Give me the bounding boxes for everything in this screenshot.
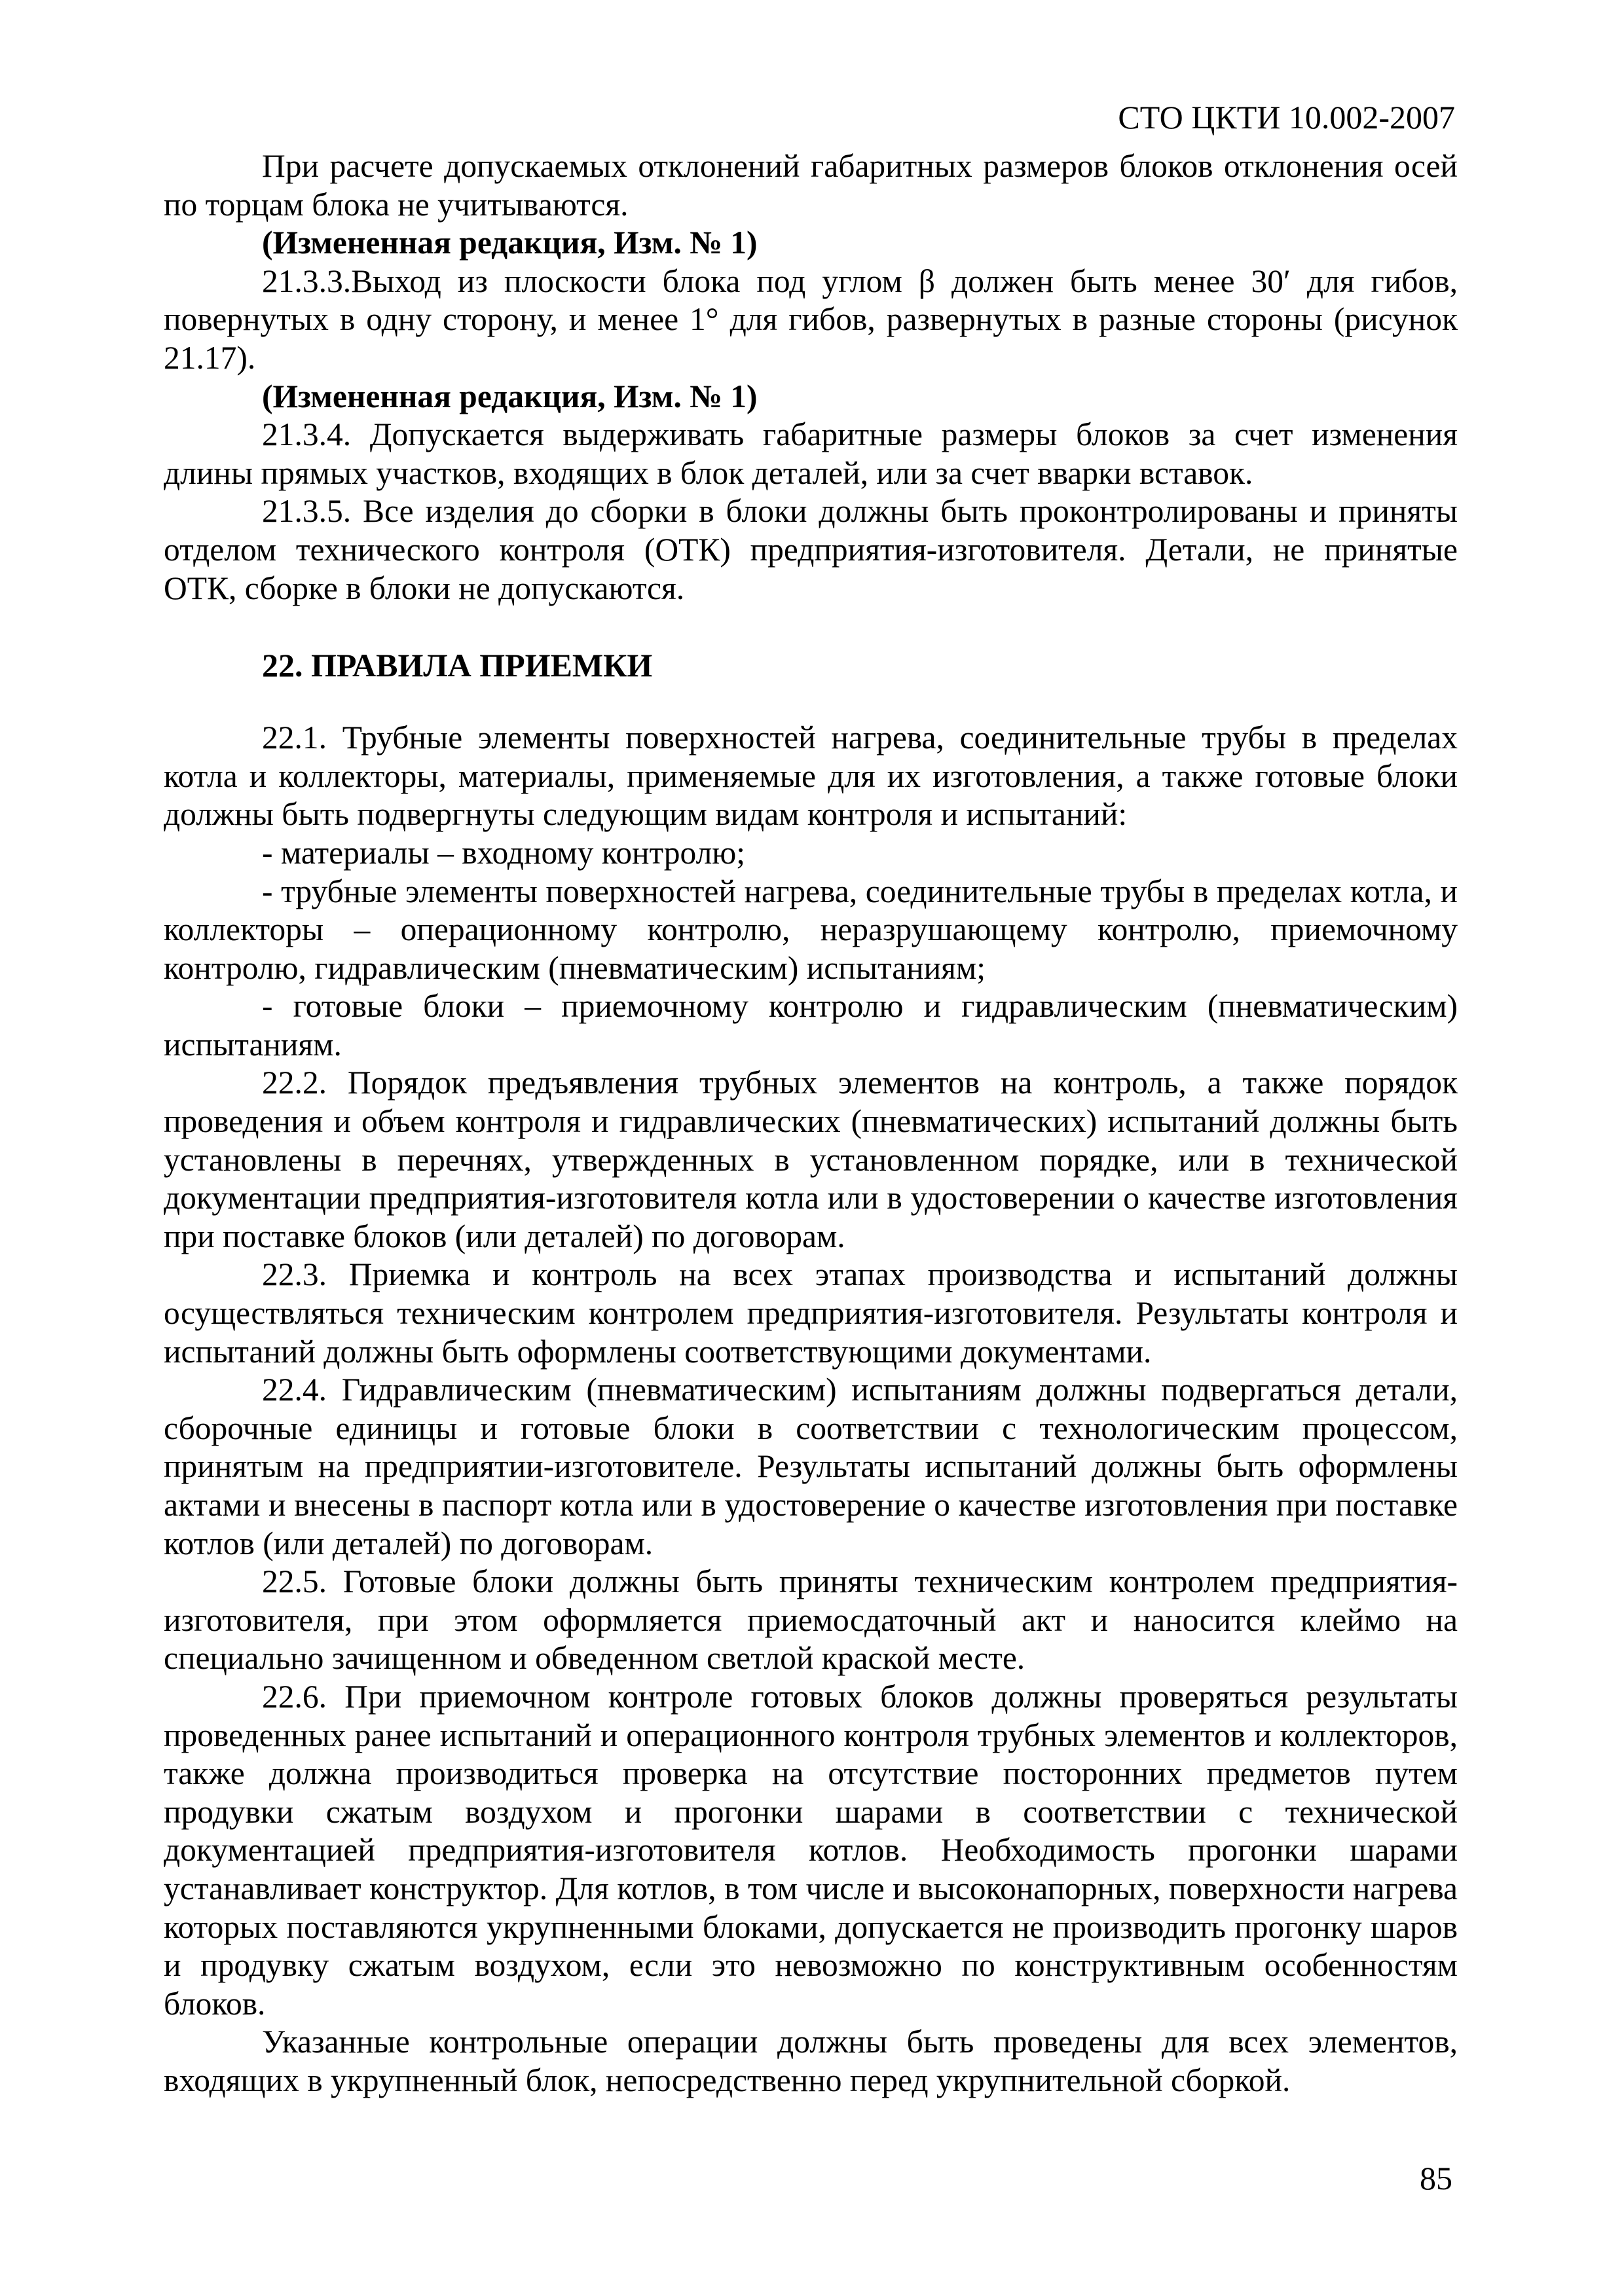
revision-note: (Измененная редакция, Изм. № 1) [262,225,758,261]
paragraph-deviation-note: При расчете допускаемых отклонений габаритных размеров блоков отклонения осей по торцам блока не учитываются. [164,148,1458,223]
list-item-finished-blocks: - готовые блоки – приемочному контролю и гидравлическим (пневматическим) испытаниям. [164,988,1458,1063]
document-body [164,147,1458,2100]
paragraph-22-1: 22.1. Трубные элементы поверхностей нагрева, соединительные трубы в пределах котла и коллекторы, материалы, применяемые для их изготовления, а также готовые блоки должны быть подвергнуты следующим видам контроля и испытаний: [164,720,1458,833]
paragraph-21-3-4: 21.3.4. Допускается выдерживать габаритные размеры блоков за счет изменения длины прямых участков, входящих в блок деталей, или за счет вварки вставок. [164,416,1458,491]
paragraph-21-3-5: 21.3.5. Все изделия до сборки в блоки должны быть проконтролированы и приняты отделом технического контроля (ОТК) предприятия-изготовителя. Детали, не принятые ОТК, сборке в блоки не допускаются. [164,493,1458,606]
paragraph-22-3: 22.3. Приемка и контроль на всех этапах производства и испытаний должны осуществляться техническим контролем предприятия-изготовителя. Результаты контроля и испытаний должны быть оформлены соответствующими документами. [164,1256,1458,1370]
paragraph-control-operations: Указанные контрольные операции должны быть проведены для всех элементов, входящих в укрупненный блок, непосредственно перед укрупнительной сборкой. [164,2024,1458,2098]
paragraph-22-4: 22.4. Гидравлическим (пневматическим) испытаниям должны подвергаться детали, сборочные единицы и готовые блоки в соответствии с технологическим процессом, принятым на предприятии-изготовителе. Результаты испытаний должны быть оформлены актами и внесены в паспорт котла или в удостоверение о качестве изготовления при поставке котлов (или деталей) по договорам. [164,1372,1458,1561]
list-item-materials: - материалы – входному контролю; [262,834,746,871]
paragraph-22-2: 22.2. Порядок предъявления трубных элементов на контроль, а также порядок проведения и объем контроля и гидравлических (пневматических) испытаний должны быть установлены в перечнях, утвержденных в установленном порядке, или в технической документации предприятия-изготовителя котла или в удостоверении о качестве изготовления при поставке блоков (или деталей) по договорам. [164,1065,1458,1254]
paragraph-22-5: 22.5. Готовые блоки должны быть приняты техническим контролем предприятия-изготовителя, при этом оформляется приемосдаточный акт и наносится клеймо на специально зачищенном и обведенном светлой краской месте. [164,1563,1458,1677]
section-heading: 22. ПРАВИЛА ПРИЕМКИ [262,647,653,684]
list-item-tube-elements: - трубные элементы поверхностей нагрева, соединительные трубы в пределах котла, и коллекторы – операционному контролю, неразрушающему контролю, приемочному контролю, гидравлическим (пневматическим) испытаниям; [164,873,1458,986]
document-code: СТО ЦКТИ 10.002-2007 [1118,99,1455,136]
page-number: 85 [1420,2160,1452,2196]
revision-note: (Измененная редакция, Изм. № 1) [262,378,758,414]
paragraph-21-3-3: 21.3.3.Выход из плоскости блока под углом β должен быть менее 30′ для гибов, повернутых в одну сторону, и менее 1° для гибов, развернутых в разные стороны (рисунок 21.17). [164,263,1458,376]
paragraph-22-6: 22.6. При приемочном контроле готовых блоков должны проверяться результаты проведенных ранее испытаний и операционного контроля трубных элементов и коллекторов, также должна производиться проверка на отсутствие посторонних предметов путем продувки сжатым воздухом и прогонки шарами в соответствии с технической документацией предприятия-изготовителя котлов. Необходимость прогонки шарами устанавливает конструктор. Для котлов, в том числе и высоконапорных, поверхности нагрева которых поставляются укрупненными блоками, допускается не производить прогонку шаров и продувку сжатым воздухом, если это невозможно по конструктивным особенностям блоков. [164,1678,1458,2022]
